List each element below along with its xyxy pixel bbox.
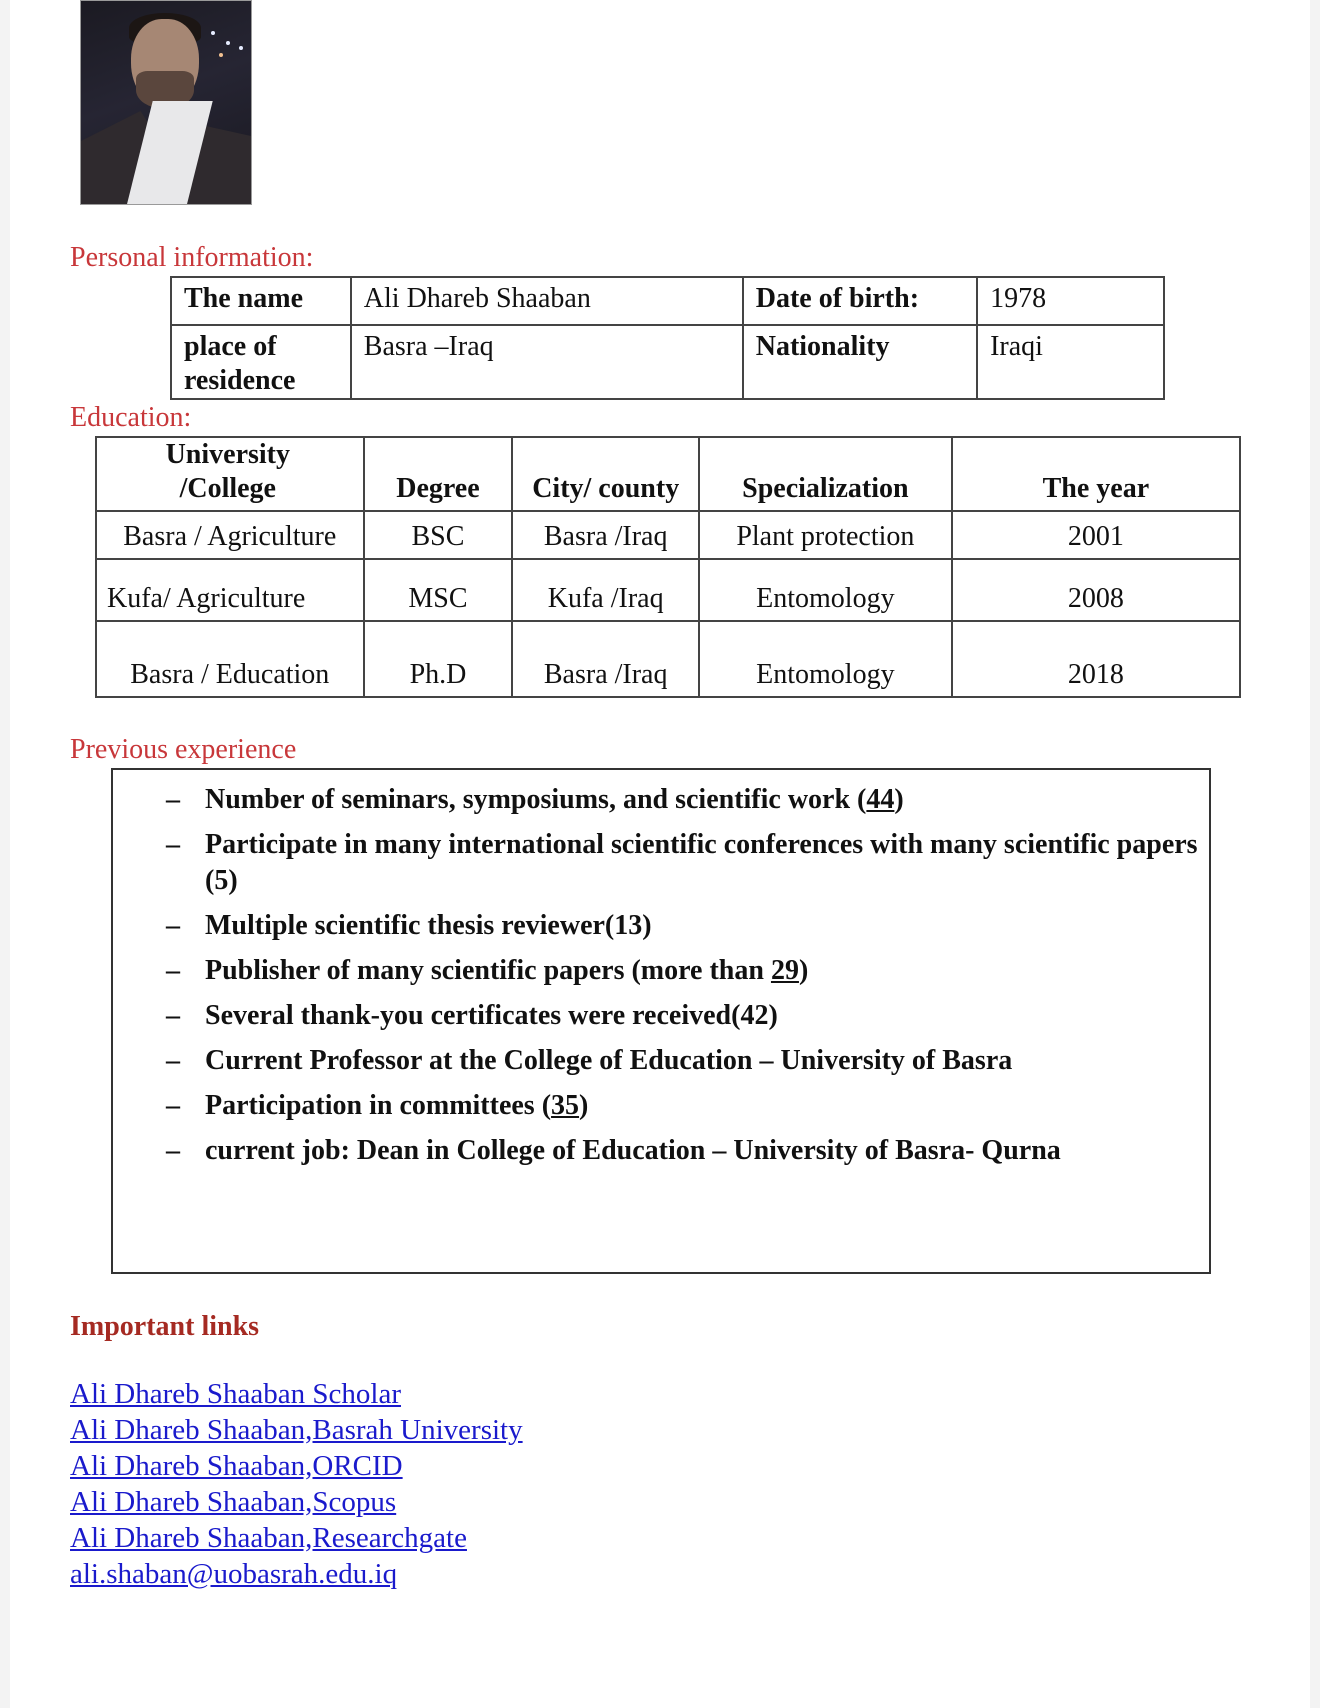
personal-row [171,325,1164,399]
education-row [96,559,1240,621]
dash-bullet-icon: – [166,1090,180,1121]
dash-bullet-icon: – [166,1045,180,1076]
link-scholar[interactable]: Ali Dhareb Shaaban Scholar [70,1378,401,1410]
education-heading: Education: [70,402,192,433]
col-degree: Degree [364,437,513,511]
experience-item: – Number of seminars, symposiums, and scientific work (44) [113,782,1213,818]
education-row [96,511,1240,559]
nationality-value: Iraqi [977,325,1164,399]
education-header-row [96,437,1240,511]
cell-year: 2018 [952,621,1240,697]
education-row [96,621,1240,697]
cell-city: Basra /Iraq [512,621,699,697]
dash-bullet-icon: – [166,910,180,941]
cell-university: Kufa/ Agriculture [96,559,364,621]
experience-heading: Previous experience [70,734,297,765]
links-heading: Important links [70,1311,260,1342]
personal-row [171,277,1164,325]
links-list [70,1376,523,1592]
experience-item: – Several thank-you certificates were received(42) [113,998,1213,1034]
experience-item: – Current Professor at the College of Education – University of Basra [113,1043,1213,1079]
experience-item: – current job: Dean in College of Education – University of Basra- Qurna [113,1133,1213,1169]
cell-specialization: Plant protection [699,511,952,559]
name-label: The name [171,277,351,325]
cell-university: Basra / Education [96,621,364,697]
cell-university: Basra / Agriculture [96,511,364,559]
cell-degree: Ph.D [364,621,513,697]
dash-bullet-icon: – [166,1135,180,1166]
dash-bullet-icon: – [166,829,180,860]
education-table [95,436,1241,698]
experience-box [111,768,1211,1274]
link-email[interactable]: ali.shaban@uobasrah.edu.iq [70,1558,398,1590]
dob-label: Date of birth: [743,277,977,325]
personal-info-table [170,276,1165,400]
cell-specialization: Entomology [699,621,952,697]
dash-bullet-icon: – [166,784,180,815]
link-researchgate[interactable]: Ali Dhareb Shaaban,Researchgate [70,1522,467,1554]
personal-info-heading: Personal information: [70,242,314,273]
col-city: City/ county [512,437,699,511]
dob-value: 1978 [977,277,1164,325]
experience-item: – Participate in many international scientific conferences with many scientific papers (5) [166,829,1198,896]
cell-degree: MSC [364,559,513,621]
name-value: Ali Dhareb Shaaban [351,277,743,325]
cell-year: 2008 [952,559,1240,621]
experience-item: – Publisher of many scientific papers (more than 29) [113,953,1213,989]
residence-label: place of residence [171,325,351,399]
dash-bullet-icon: – [166,955,180,986]
residence-value: Basra –Iraq [351,325,743,399]
link-scopus[interactable]: Ali Dhareb Shaaban,Scopus [70,1486,397,1518]
cell-specialization: Entomology [699,559,952,621]
col-year: The year [952,437,1240,511]
nationality-label: Nationality [743,325,977,399]
dash-bullet-icon: – [166,1000,180,1031]
profile-photo [80,0,252,205]
cell-city: Basra /Iraq [512,511,699,559]
experience-item: – Multiple scientific thesis reviewer(13) [113,908,1213,944]
cell-year: 2001 [952,511,1240,559]
experience-list [113,782,1213,1178]
link-orcid[interactable]: Ali Dhareb Shaaban,ORCID [70,1450,403,1482]
col-specialization: Specialization [699,437,952,511]
link-basrah-university[interactable]: Ali Dhareb Shaaban,Basrah University [70,1414,523,1446]
cell-degree: BSC [364,511,513,559]
cv-page [10,0,1310,1708]
experience-item: – Participation in committees (35) [113,1088,1213,1124]
cell-city: Kufa /Iraq [512,559,699,621]
col-university: University /College [96,437,364,511]
